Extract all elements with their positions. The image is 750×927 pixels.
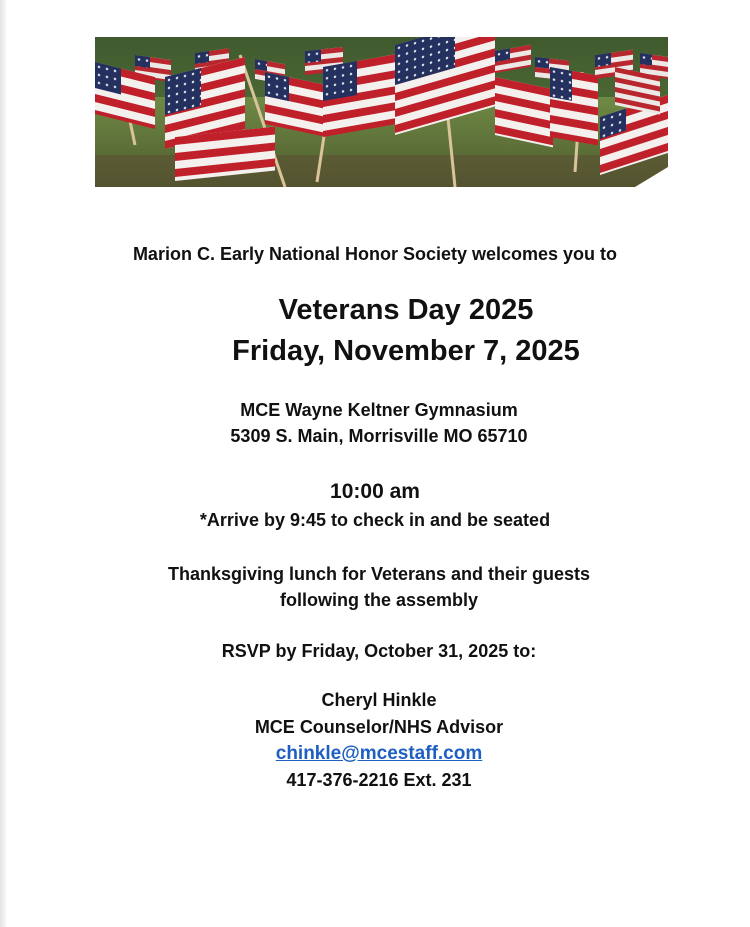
contact-email-link[interactable]: chinkle@mcestaff.com [275, 743, 483, 764]
contact-name: Cheryl Hinkle [321, 690, 437, 710]
flags-banner-image [95, 37, 668, 187]
contact-role: MCE Counselor/NHS Advisor [254, 717, 504, 737]
welcome-line: Marion C. Early National Honor Society welcomes you to [132, 244, 618, 264]
venue-name: MCE Wayne Keltner Gymnasium [240, 400, 518, 420]
rsvp-deadline: RSVP by Friday, October 31, 2025 to: [221, 641, 537, 661]
flags-illustration [95, 37, 668, 187]
contact-email-line [4, 743, 750, 765]
lunch-line-2: following the assembly [279, 590, 479, 610]
event-time: 10:00 am [330, 480, 420, 503]
event-date: Friday, November 7, 2025 [232, 335, 580, 367]
venue-address: 5309 S. Main, Morrisville MO 65710 [230, 426, 528, 446]
arrival-note: *Arrive by 9:45 to check in and be seated [199, 510, 551, 530]
lunch-line-1: Thanksgiving lunch for Veterans and their guests [167, 564, 591, 584]
contact-phone: 417-376-2216 Ext. 231 [286, 770, 472, 790]
event-title: Veterans Day 2025 [278, 294, 534, 326]
